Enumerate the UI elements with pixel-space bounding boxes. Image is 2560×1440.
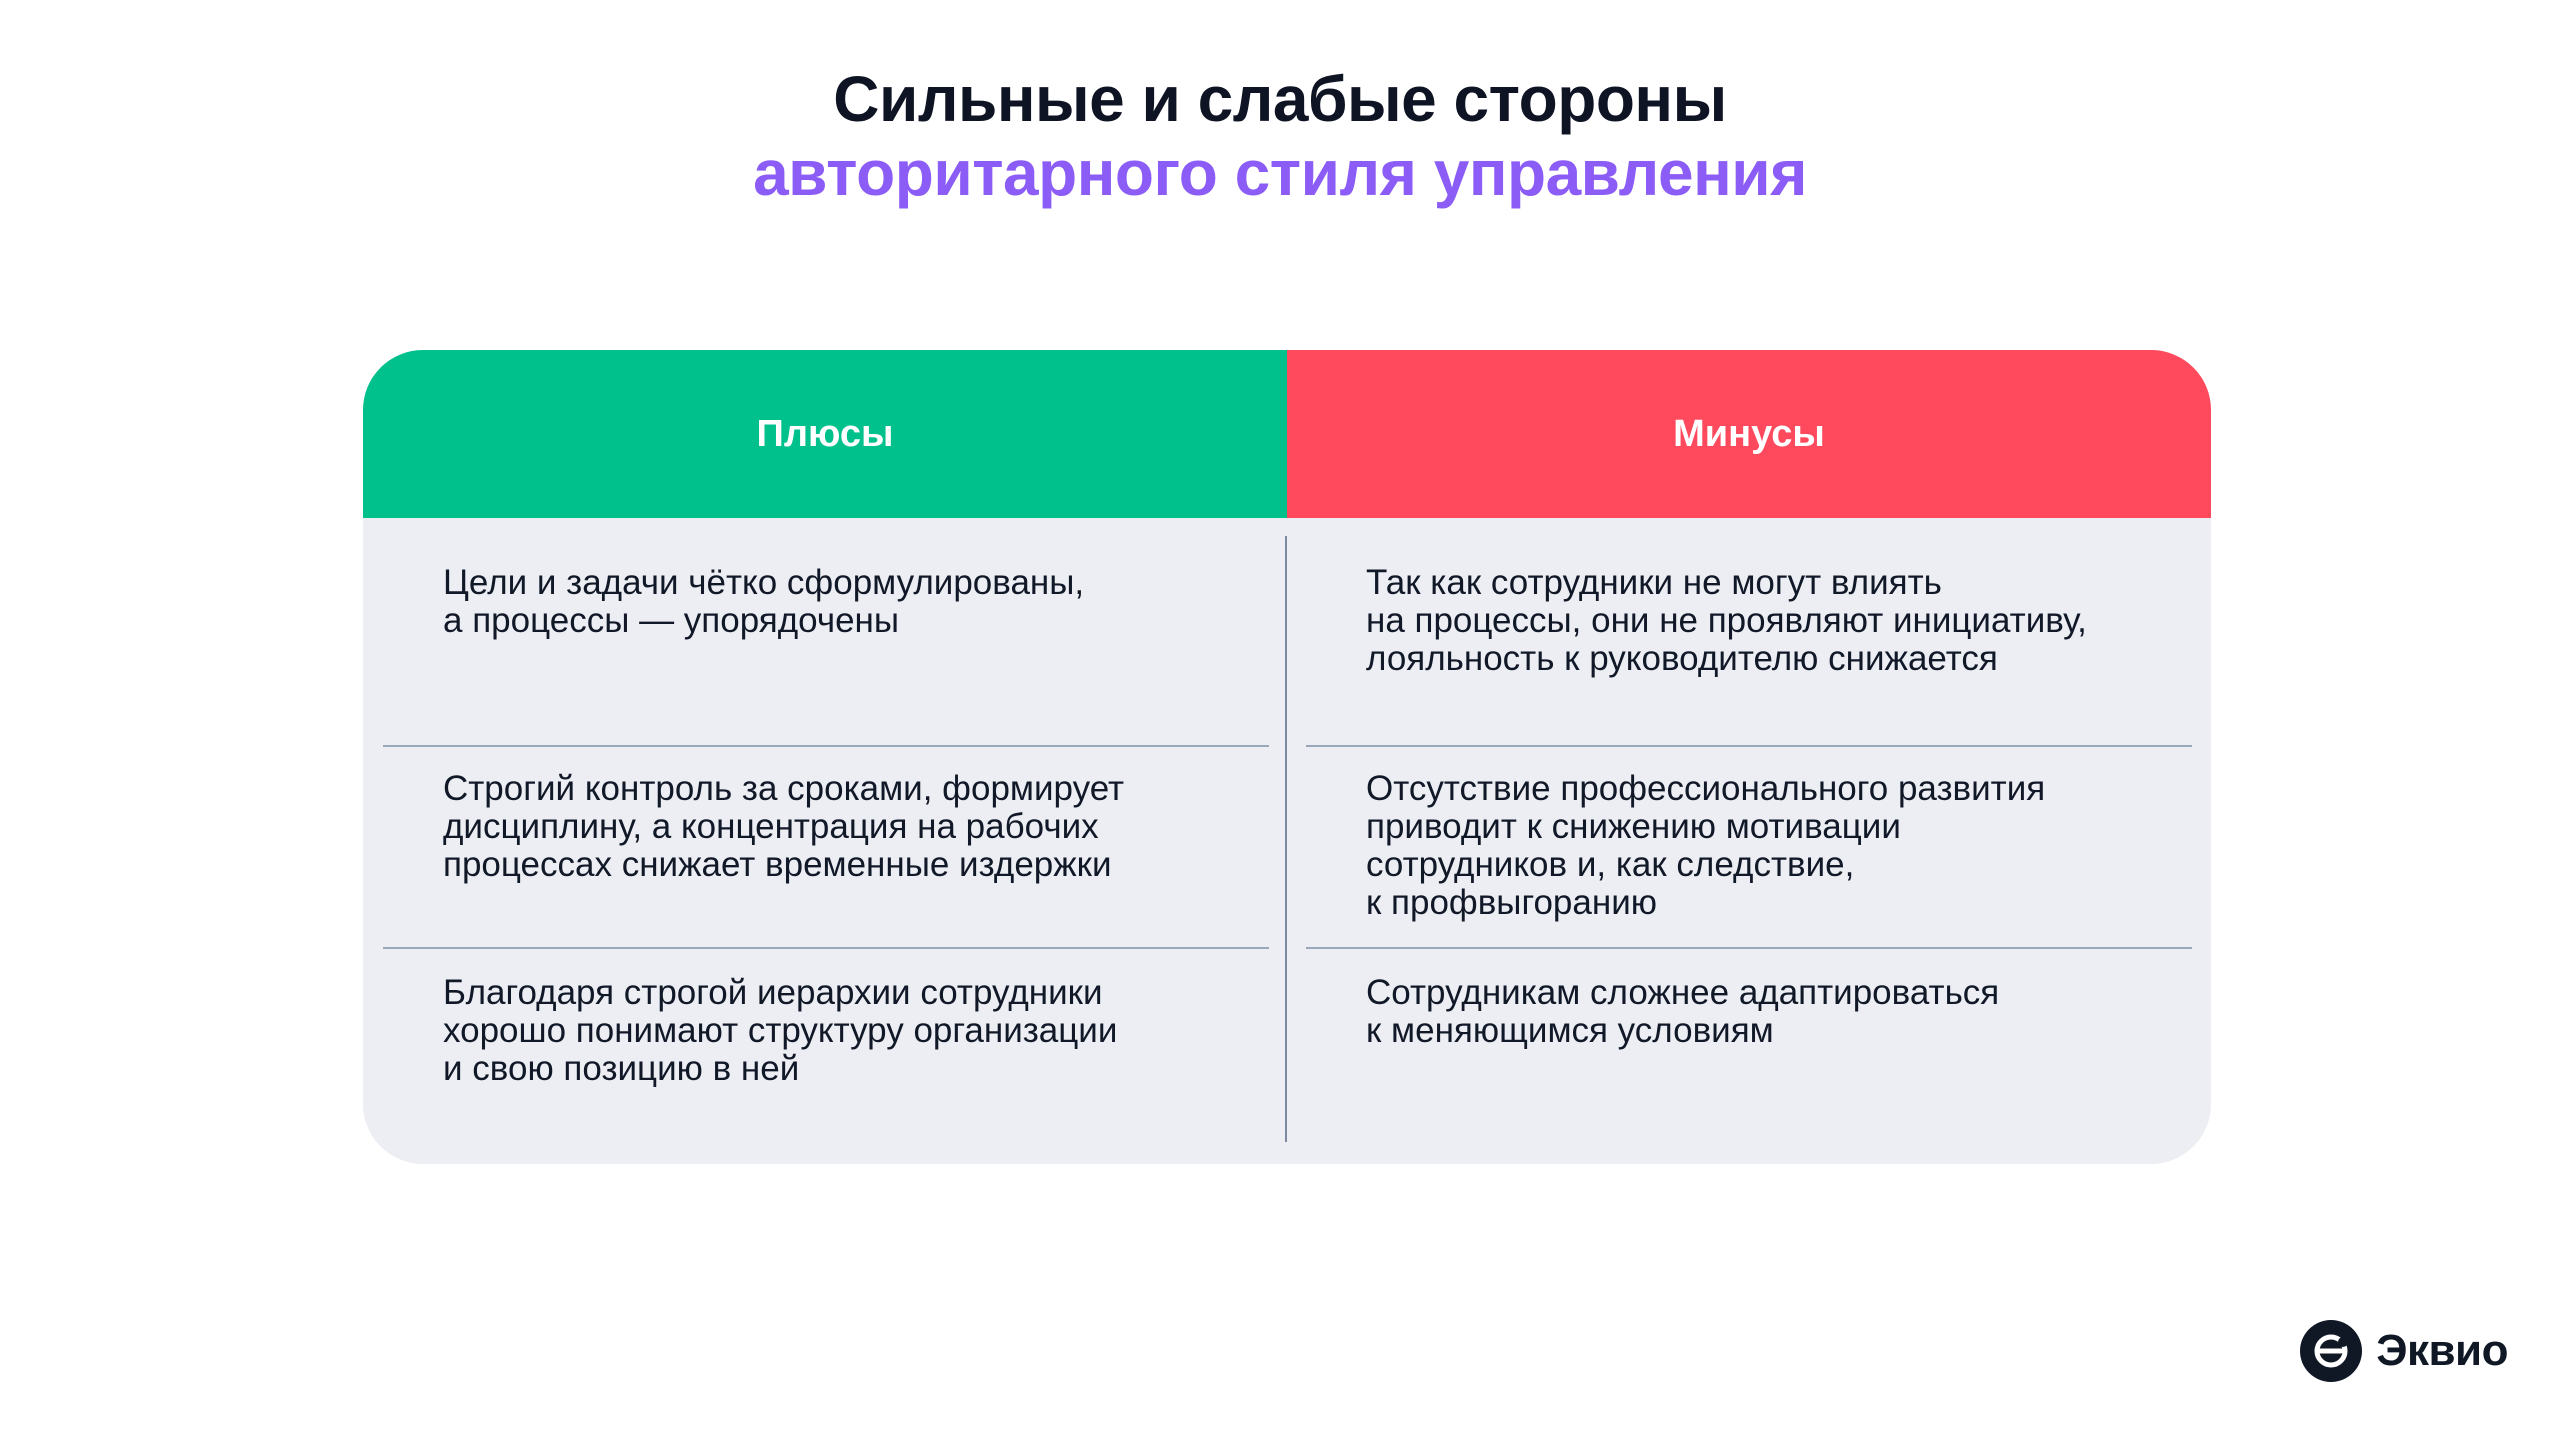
pro-item-3: Благодаря строгой иерархии сотрудники хорошо понимают структуру организации и свою позицию в ней — [443, 973, 1118, 1088]
pros-header: Плюсы — [363, 350, 1287, 518]
page-title — [0, 62, 2560, 210]
ekvio-logo-icon — [2300, 1320, 2362, 1382]
pro-item-1: Цели и задачи чётко сформулированы, а процессы — упорядочены — [443, 563, 1085, 640]
column-divider — [1285, 536, 1287, 1142]
con-item-2: Отсутствие профессионального развития приводит к снижению мотивации сотрудников и, как следствие, к профвыгоранию — [1366, 769, 2046, 922]
comparison-table — [363, 350, 2211, 1164]
con-item-1: Так как сотрудники не могут влиять на процессы, они не проявляют инициативу, лояльность к руководителю снижается — [1366, 563, 2087, 678]
row-divider-right-1 — [1306, 745, 2192, 747]
row-divider-left-2 — [383, 947, 1269, 949]
ekvio-logo — [2300, 1320, 2508, 1382]
row-divider-right-2 — [1306, 947, 2192, 949]
row-divider-left-1 — [383, 745, 1269, 747]
title-line-1: Сильные и слабые стороны — [833, 63, 1727, 135]
cons-header: Минусы — [1287, 350, 2211, 518]
pro-item-2: Строгий контроль за сроками, формирует дисциплину, а концентрация на рабочих процессах снижает временные издержки — [443, 769, 1125, 884]
title-line-2: авторитарного стиля управления — [753, 137, 1807, 209]
logo-text: Эквио — [2376, 1326, 2508, 1375]
table-header — [363, 350, 2211, 518]
con-item-3: Сотрудникам сложнее адаптироваться к меняющимся условиям — [1366, 973, 2000, 1050]
